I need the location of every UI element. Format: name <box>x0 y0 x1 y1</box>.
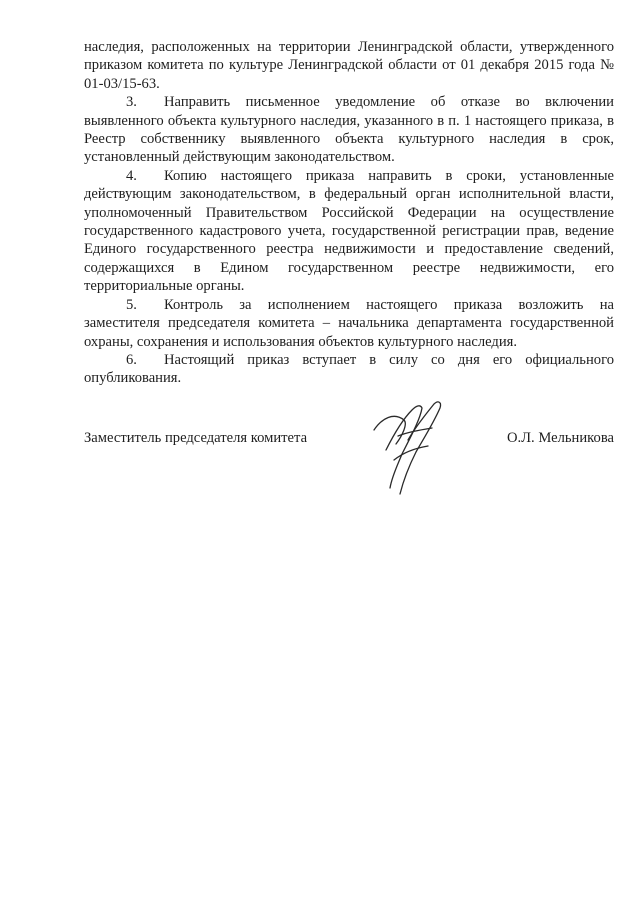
signature-block <box>84 430 614 452</box>
item-text: Контроль за исполнением настоящего приказа возложить на заместителя председателя комитета – начальника департамента государственной охраны, сохранения и использования объектов культурного наследия. <box>84 296 614 350</box>
item-3 <box>84 93 614 167</box>
item-number: 3. <box>126 94 137 111</box>
item-text: Настоящий приказ вступает в силу со дня его официального опубликования. <box>84 351 614 387</box>
item-number: 6. <box>126 351 137 368</box>
item-text: Направить письменное уведомление об отказе во включении выявленного объекта культурного наследия, указанного в п. 1 настоящего приказа, в Реестр собственнику выявленного объекта культурного наследия в срок, установленный действующим законодательством. <box>84 94 614 166</box>
item-number: 5. <box>126 296 137 313</box>
continuation-paragraph: наследия, расположенных на территории Ленинградской области, утвержденного приказом комитета по культуре Ленинградской области от 01 декабря 2015 года № 01-03/15-63. <box>84 39 614 92</box>
item-5 <box>84 296 614 351</box>
item-6 <box>84 351 614 388</box>
item-text: Копию настоящего приказа направить в сроки, установленные действующим законодательством, в федеральный орган исполнительной власти, уполномоченный Правительством Российской Федерации на осуществление государственного кадастрового учета, государственной регистрации прав, ведение Единого государственного реестра недвижимости и предоставление сведений, содержащихся в Едином государственном реестре недвижимости, его территориальные органы. <box>84 167 614 295</box>
document-body <box>84 38 614 388</box>
signer-title: Заместитель председателя комитета <box>84 430 308 446</box>
item-4 <box>84 167 614 296</box>
signer-name: О.Л. Мельникова <box>506 430 614 446</box>
item-number: 4. <box>126 167 137 184</box>
